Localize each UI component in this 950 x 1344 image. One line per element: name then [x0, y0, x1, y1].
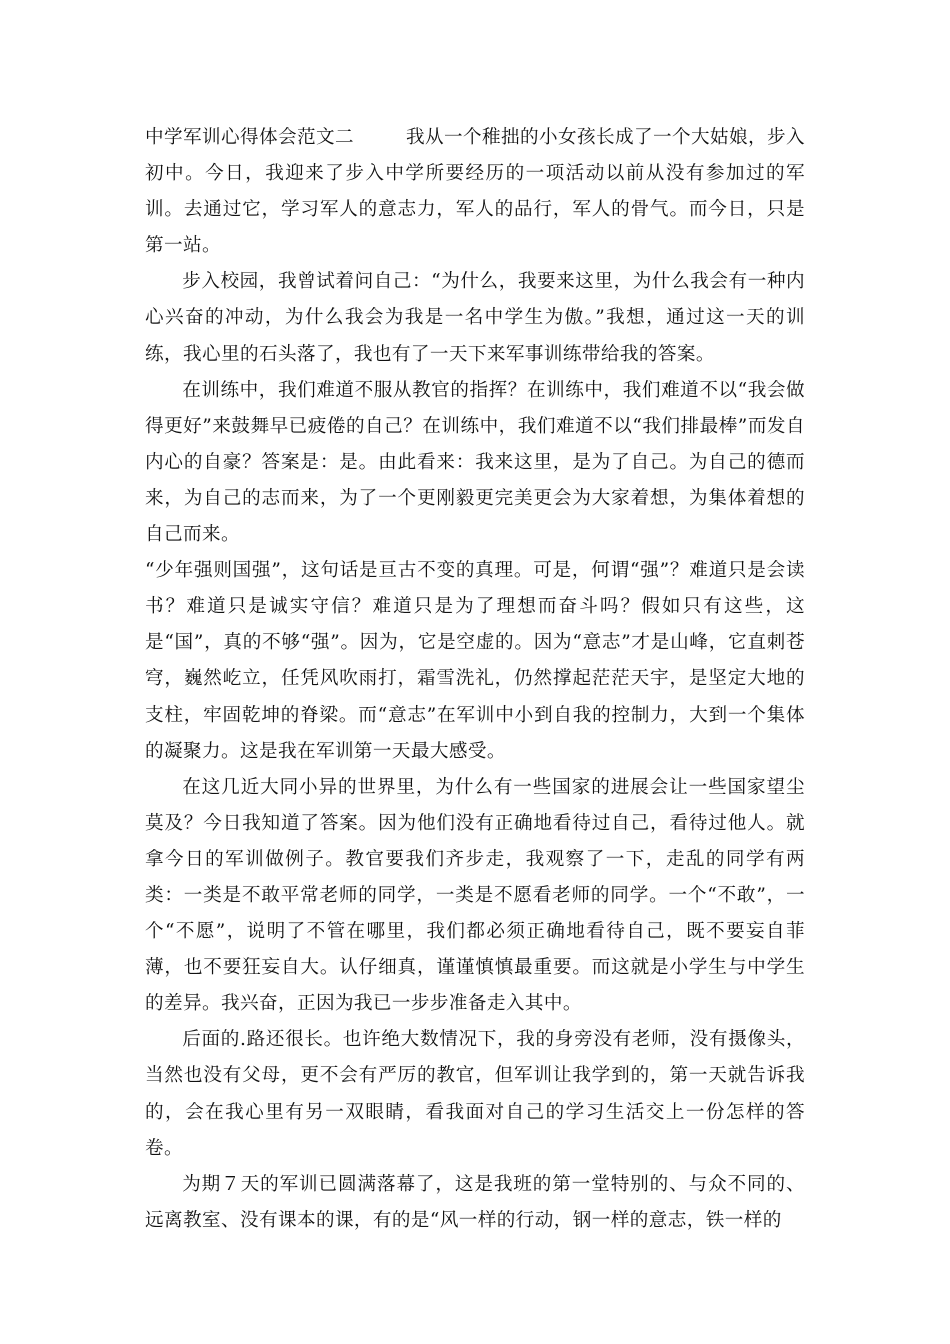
paragraph: 为期７天的军训已圆满落幕了，这是我班的第一堂特别的、与众不同的、远离教室、没有课本的课，有的是“风一样的行动，钢一样的意志，铁一样的: [145, 1173, 805, 1231]
paragraph: 后面的.路还很长。也许绝大数情况下，我的身旁没有老师，没有摄像头，当然也没有父母，更不会有严厉的教官，但军训让我学到的，第一天就告诉我的，会在我心里有另一双眼睛，看我面对自己的学习生活交上一份怎样的答卷。: [145, 1029, 805, 1159]
document-title: 中学军训心得体会范文二: [145, 127, 354, 148]
paragraph-text: 我从一个稚拙的小女孩长成了一个大姑娘，步入初中。今日，我迎来了步入中学所要经历的一项活动以前从没有参加过的军训。去通过它，学习军人的意志力，军人的品行，军人的骨气。而今日，只是第一站。: [145, 127, 805, 257]
paragraph: 在这几近大同小异的世界里，为什么有一些国家的进展会让一些国家望尘莫及？今日我知道了答案。因为他们没有正确地看待过自己，看待过他人。就拿今日的军训做例子。教官要我们齐步走，我观察了一下，走乱的同学有两类：一类是不敢平常老师的同学，一类是不愿看老师的同学。一个“不敢”，一个“不愿”，说明了不管在哪里，我们都必须正确地看待自己，既不要妄自菲薄，也不要狂妄自大。认仔细真，谨谨慎慎最重要。而这就是小学生与中学生的差异。我兴奋，正因为我已一步步准备走入其中。: [145, 776, 805, 1015]
paragraph: “少年强则国强”，这句话是亘古不变的真理。可是，何谓“强”？难道只是会读书？难道只是诚实守信？难道只是为了理想而奋斗吗？假如只有这些，这是“国”，真的不够“强”。因为，它是空虚的。因为“意志”才是山峰，它直刺苍穹，巍然屹立，任凭风吹雨打，霜雪洗礼，仍然撑起茫茫天宇，是坚定大地的支柱，牢固乾坤的脊梁。而“意志”在军训中小到自我的控制力，大到一个集体的凝聚力。这是我在军训第一天最大感受。: [145, 560, 805, 762]
paragraph: 步入校园，我曾试着问自己：“为什么，我要来这里，为什么我会有一种内心兴奋的冲动，为什么我会为我是一名中学生为傲。”我想，通过这一天的训练，我心里的石头落了，我也有了一天下来军事训练带给我的答案。: [145, 271, 805, 365]
document-body: [145, 120, 805, 1239]
paragraph: 在训练中，我们难道不服从教官的指挥？在训练中，我们难道不以“我会做得更好”来鼓舞早已疲倦的自己？在训练中，我们难道不以“我们排最棒”而发自内心的自豪？答案是：是。由此看来：我来这里，是为了自己。为自己的德而来，为自己的志而来，为了一个更刚毅更完美更会为大家着想，为集体着想的自己而来。: [145, 379, 805, 546]
intro-paragraph: [145, 120, 805, 264]
